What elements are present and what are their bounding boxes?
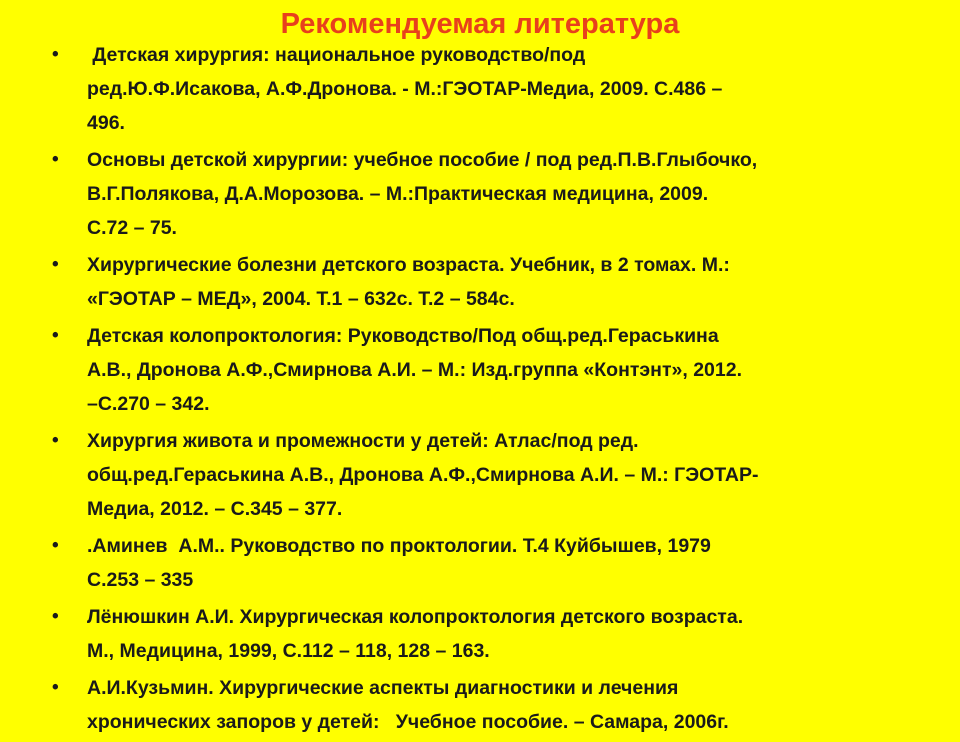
- reference-line: А.И.Кузьмин. Хирургические аспекты диагностики и лечения: [87, 677, 679, 699]
- reference-line: М., Медицина, 1999, С.112 – 118, 128 – 163.: [87, 640, 490, 662]
- reference-line: Хирургия живота и промежности у детей: Атлас/под ред.: [87, 430, 639, 452]
- reference-line: .Аминев А.М.. Руководство по проктологии. Т.4 Куйбышев, 1979: [87, 535, 711, 557]
- bullet-icon: •: [52, 254, 59, 275]
- reference-line: общ.ред.Гераськина А.В., Дронова А.Ф.,Смирнова А.И. – М.: ГЭОТАР-: [87, 464, 759, 486]
- reference-item: [52, 600, 912, 668]
- reference-line: Хирургические болезни детского возраста. Учебник, в 2 томах. М.:: [87, 254, 730, 276]
- reference-item: [52, 143, 912, 245]
- bullet-icon: •: [52, 44, 59, 65]
- reference-item: [52, 248, 912, 316]
- reference-line: В.Г.Полякова, Д.А.Морозова. – М.:Практическая медицина, 2009.: [87, 183, 709, 205]
- bullet-icon: •: [52, 149, 59, 170]
- reference-line: Медиа, 2012. – С.345 – 377.: [87, 498, 343, 520]
- bullet-icon: •: [52, 606, 59, 627]
- reference-line: Детская хирургия: национальное руководство/под: [87, 44, 586, 66]
- reference-item: [52, 319, 912, 421]
- reference-line: А.В., Дронова А.Ф.,Смирнова А.И. – М.: Изд.группа «Контэнт», 2012.: [87, 359, 742, 381]
- reference-item: [52, 424, 912, 526]
- reference-line: С.72 – 75.: [87, 217, 177, 239]
- reference-line: Лёнюшкин А.И. Хирургическая колопроктология детского возраста.: [87, 606, 744, 628]
- reference-item: [52, 529, 912, 597]
- bullet-icon: •: [52, 430, 59, 451]
- page-title: Рекомендуемая литература: [280, 8, 680, 40]
- reference-line: Основы детской хирургии: учебное пособие / под ред.П.В.Глыбочко,: [87, 149, 758, 171]
- reference-line: Детская колопроктология: Руководство/Под общ.ред.Гераськина: [87, 325, 719, 347]
- reference-line: ред.Ю.Ф.Исакова, А.Ф.Дронова. - М.:ГЭОТАР-Медиа, 2009. С.486 –: [87, 78, 723, 100]
- reference-item: [52, 671, 912, 739]
- reference-list: [52, 38, 912, 742]
- reference-line: –С.270 – 342.: [87, 393, 210, 415]
- reference-item: [52, 38, 912, 140]
- reference-line: хронических запоров у детей: Учебное пособие. – Самара, 2006г.: [87, 711, 729, 733]
- reference-line: 496.: [87, 112, 125, 134]
- reference-line: С.253 – 335: [87, 569, 194, 591]
- bullet-icon: •: [52, 325, 59, 346]
- bullet-icon: •: [52, 677, 59, 698]
- bullet-icon: •: [52, 535, 59, 556]
- reference-line: «ГЭОТАР – МЕД», 2004. Т.1 – 632с. Т.2 – 584с.: [87, 288, 515, 310]
